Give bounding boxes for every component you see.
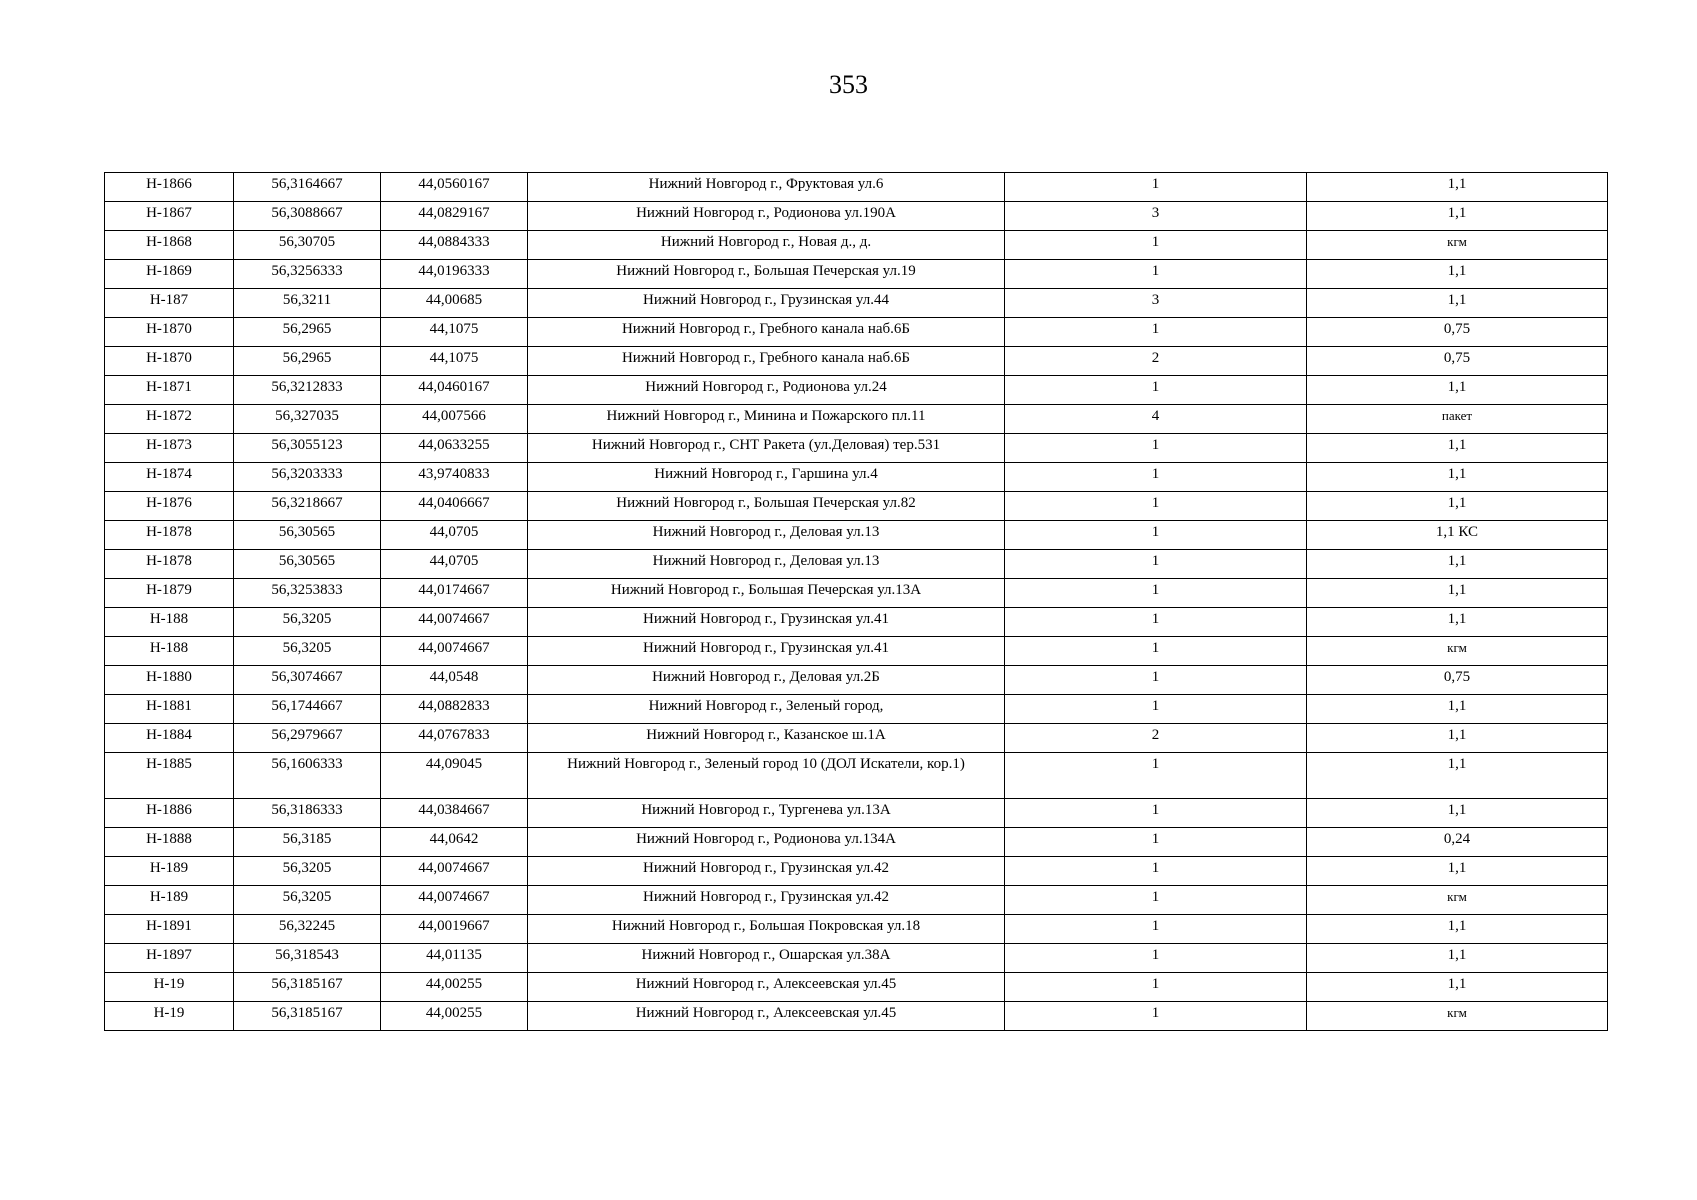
container-count-cell: 1 — [1005, 463, 1307, 492]
latitude-cell: 56,3205 — [234, 608, 381, 637]
longitude-cell: 44,0074667 — [381, 886, 528, 915]
container-count-cell: 2 — [1005, 724, 1307, 753]
container-count-cell: 1 — [1005, 260, 1307, 289]
container-count-cell: 1 — [1005, 637, 1307, 666]
container-volume-cell: 1,1 — [1307, 695, 1608, 724]
site-id-cell: Н-1872 — [105, 405, 234, 434]
container-volume-cell: 1,1 — [1307, 434, 1608, 463]
address-cell: Нижний Новгород г., Грузинская ул.41 — [528, 637, 1005, 666]
address-cell: Нижний Новгород г., Большая Покровская ул.18 — [528, 915, 1005, 944]
address-cell: Нижний Новгород г., Казанское ш.1А — [528, 724, 1005, 753]
container-volume-cell: 1,1 — [1307, 463, 1608, 492]
table-row — [105, 828, 1608, 857]
address-cell: Нижний Новгород г., Родионова ул.134А — [528, 828, 1005, 857]
container-volume-cell: 0,75 — [1307, 318, 1608, 347]
address-cell: Нижний Новгород г., Деловая ул.2Б — [528, 666, 1005, 695]
longitude-cell: 44,007566 — [381, 405, 528, 434]
container-count-cell: 1 — [1005, 753, 1307, 799]
latitude-cell: 56,3185167 — [234, 973, 381, 1002]
longitude-cell: 44,0829167 — [381, 202, 528, 231]
latitude-cell: 56,3088667 — [234, 202, 381, 231]
address-cell: Нижний Новгород г., Зеленый город 10 (ДОЛ Искатели, кор.1) — [528, 753, 1005, 799]
longitude-cell: 44,1075 — [381, 347, 528, 376]
container-count-cell: 1 — [1005, 799, 1307, 828]
container-volume-cell: 1,1 — [1307, 173, 1608, 202]
site-id-cell: Н-1870 — [105, 318, 234, 347]
site-id-cell: Н-19 — [105, 1002, 234, 1031]
longitude-cell: 44,0705 — [381, 521, 528, 550]
latitude-cell: 56,3164667 — [234, 173, 381, 202]
longitude-cell: 44,0633255 — [381, 434, 528, 463]
table-row — [105, 753, 1608, 799]
site-id-cell: Н-1871 — [105, 376, 234, 405]
latitude-cell: 56,3205 — [234, 857, 381, 886]
site-id-cell: Н-1873 — [105, 434, 234, 463]
address-cell: Нижний Новгород г., Минина и Пожарского пл.11 — [528, 405, 1005, 434]
table-row — [105, 944, 1608, 973]
container-count-cell: 3 — [1005, 202, 1307, 231]
site-id-cell: Н-1866 — [105, 173, 234, 202]
table-row — [105, 173, 1608, 202]
container-count-cell: 1 — [1005, 973, 1307, 1002]
latitude-cell: 56,3256333 — [234, 260, 381, 289]
container-count-cell: 1 — [1005, 1002, 1307, 1031]
container-volume-cell: кгм — [1307, 1002, 1608, 1031]
table-row — [105, 637, 1608, 666]
address-cell: Нижний Новгород г., Зеленый город, — [528, 695, 1005, 724]
address-cell: Нижний Новгород г., Большая Печерская ул.82 — [528, 492, 1005, 521]
address-cell: Нижний Новгород г., Грузинская ул.42 — [528, 857, 1005, 886]
container-volume-cell: 1,1 — [1307, 492, 1608, 521]
site-id-cell: Н-1876 — [105, 492, 234, 521]
container-count-cell: 1 — [1005, 886, 1307, 915]
table-row — [105, 886, 1608, 915]
container-count-cell: 4 — [1005, 405, 1307, 434]
container-count-cell: 1 — [1005, 608, 1307, 637]
site-id-cell: Н-1880 — [105, 666, 234, 695]
container-volume-cell: 0,24 — [1307, 828, 1608, 857]
table-row — [105, 608, 1608, 637]
address-cell: Нижний Новгород г., Новая д., д. — [528, 231, 1005, 260]
longitude-cell: 44,1075 — [381, 318, 528, 347]
table-row — [105, 550, 1608, 579]
site-id-cell: Н-1885 — [105, 753, 234, 799]
table-row — [105, 376, 1608, 405]
longitude-cell: 44,0882833 — [381, 695, 528, 724]
container-volume-cell: 1,1 — [1307, 202, 1608, 231]
address-cell: Нижний Новгород г., Гаршина ул.4 — [528, 463, 1005, 492]
longitude-cell: 44,0460167 — [381, 376, 528, 405]
container-sites-table — [104, 172, 1608, 1031]
address-cell: Нижний Новгород г., Грузинская ул.41 — [528, 608, 1005, 637]
container-count-cell: 1 — [1005, 173, 1307, 202]
table-row — [105, 724, 1608, 753]
latitude-cell: 56,2979667 — [234, 724, 381, 753]
address-cell: Нижний Новгород г., Большая Печерская ул.19 — [528, 260, 1005, 289]
container-volume-cell: 0,75 — [1307, 347, 1608, 376]
longitude-cell: 44,0019667 — [381, 915, 528, 944]
latitude-cell: 56,3218667 — [234, 492, 381, 521]
container-count-cell: 1 — [1005, 492, 1307, 521]
latitude-cell: 56,3055123 — [234, 434, 381, 463]
longitude-cell: 44,0074667 — [381, 608, 528, 637]
table-row — [105, 231, 1608, 260]
container-volume-cell: 1,1 — [1307, 289, 1608, 318]
table-row — [105, 799, 1608, 828]
table-row — [105, 463, 1608, 492]
table-body — [105, 173, 1608, 1031]
site-id-cell: Н-1878 — [105, 521, 234, 550]
site-id-cell: Н-188 — [105, 608, 234, 637]
longitude-cell: 44,0642 — [381, 828, 528, 857]
latitude-cell: 56,30565 — [234, 550, 381, 579]
container-volume-cell: 1,1 — [1307, 579, 1608, 608]
container-volume-cell: 1,1 — [1307, 260, 1608, 289]
longitude-cell: 44,01135 — [381, 944, 528, 973]
site-id-cell: Н-1869 — [105, 260, 234, 289]
container-count-cell: 1 — [1005, 579, 1307, 608]
longitude-cell: 44,0174667 — [381, 579, 528, 608]
site-id-cell: Н-1879 — [105, 579, 234, 608]
longitude-cell: 43,9740833 — [381, 463, 528, 492]
latitude-cell: 56,3212833 — [234, 376, 381, 405]
longitude-cell: 44,00255 — [381, 1002, 528, 1031]
container-count-cell: 1 — [1005, 944, 1307, 973]
site-id-cell: Н-1878 — [105, 550, 234, 579]
latitude-cell: 56,318543 — [234, 944, 381, 973]
container-volume-cell: 1,1 — [1307, 857, 1608, 886]
container-count-cell: 1 — [1005, 434, 1307, 463]
table-row — [105, 521, 1608, 550]
address-cell: Нижний Новгород г., Алексеевская ул.45 — [528, 973, 1005, 1002]
address-cell: Нижний Новгород г., Грузинская ул.44 — [528, 289, 1005, 318]
latitude-cell: 56,3253833 — [234, 579, 381, 608]
table-row — [105, 915, 1608, 944]
address-cell: Нижний Новгород г., Деловая ул.13 — [528, 521, 1005, 550]
site-id-cell: Н-1897 — [105, 944, 234, 973]
table-row — [105, 289, 1608, 318]
site-id-cell: Н-188 — [105, 637, 234, 666]
container-count-cell: 1 — [1005, 550, 1307, 579]
container-count-cell: 1 — [1005, 915, 1307, 944]
site-id-cell: Н-1884 — [105, 724, 234, 753]
table-row — [105, 202, 1608, 231]
longitude-cell: 44,00255 — [381, 973, 528, 1002]
longitude-cell: 44,0406667 — [381, 492, 528, 521]
address-cell: Нижний Новгород г., Алексеевская ул.45 — [528, 1002, 1005, 1031]
container-volume-cell: кгм — [1307, 231, 1608, 260]
table-row — [105, 973, 1608, 1002]
container-volume-cell: 0,75 — [1307, 666, 1608, 695]
latitude-cell: 56,3186333 — [234, 799, 381, 828]
container-volume-cell: 1,1 — [1307, 724, 1608, 753]
latitude-cell: 56,3185 — [234, 828, 381, 857]
container-count-cell: 1 — [1005, 828, 1307, 857]
container-volume-cell: 1,1 — [1307, 944, 1608, 973]
site-id-cell: Н-1881 — [105, 695, 234, 724]
container-count-cell: 1 — [1005, 376, 1307, 405]
table-row — [105, 579, 1608, 608]
site-id-cell: Н-19 — [105, 973, 234, 1002]
longitude-cell: 44,0196333 — [381, 260, 528, 289]
address-cell: Нижний Новгород г., Большая Печерская ул.13А — [528, 579, 1005, 608]
latitude-cell: 56,1606333 — [234, 753, 381, 799]
container-count-cell: 1 — [1005, 318, 1307, 347]
table-row — [105, 405, 1608, 434]
container-volume-cell: 1,1 — [1307, 799, 1608, 828]
container-volume-cell: 1,1 — [1307, 376, 1608, 405]
container-volume-cell: 1,1 — [1307, 550, 1608, 579]
longitude-cell: 44,0074667 — [381, 637, 528, 666]
site-id-cell: Н-1867 — [105, 202, 234, 231]
latitude-cell: 56,32245 — [234, 915, 381, 944]
container-volume-cell: 1,1 — [1307, 973, 1608, 1002]
latitude-cell: 56,3185167 — [234, 1002, 381, 1031]
table-row — [105, 318, 1608, 347]
container-volume-cell: кгм — [1307, 637, 1608, 666]
latitude-cell: 56,2965 — [234, 347, 381, 376]
table-row — [105, 1002, 1608, 1031]
container-count-cell: 2 — [1005, 347, 1307, 376]
address-cell: Нижний Новгород г., Деловая ул.13 — [528, 550, 1005, 579]
container-volume-cell: 1,1 — [1307, 608, 1608, 637]
longitude-cell: 44,0384667 — [381, 799, 528, 828]
page-number: 353 — [829, 70, 868, 99]
container-count-cell: 1 — [1005, 521, 1307, 550]
latitude-cell: 56,3211 — [234, 289, 381, 318]
latitude-cell: 56,30705 — [234, 231, 381, 260]
latitude-cell: 56,2965 — [234, 318, 381, 347]
longitude-cell: 44,00685 — [381, 289, 528, 318]
latitude-cell: 56,327035 — [234, 405, 381, 434]
site-id-cell: Н-1874 — [105, 463, 234, 492]
container-volume-cell: 1,1 — [1307, 915, 1608, 944]
site-id-cell: Н-1888 — [105, 828, 234, 857]
container-count-cell: 1 — [1005, 231, 1307, 260]
table-row — [105, 434, 1608, 463]
address-cell: Нижний Новгород г., Ошарская ул.38А — [528, 944, 1005, 973]
container-count-cell: 3 — [1005, 289, 1307, 318]
address-cell: Нижний Новгород г., СНТ Ракета (ул.Деловая) тер.531 — [528, 434, 1005, 463]
container-volume-cell: 1,1 — [1307, 753, 1608, 799]
latitude-cell: 56,3205 — [234, 886, 381, 915]
latitude-cell: 56,3203333 — [234, 463, 381, 492]
latitude-cell: 56,3205 — [234, 637, 381, 666]
container-volume-cell: 1,1 КС — [1307, 521, 1608, 550]
longitude-cell: 44,0560167 — [381, 173, 528, 202]
container-volume-cell: пакет — [1307, 405, 1608, 434]
latitude-cell: 56,1744667 — [234, 695, 381, 724]
address-cell: Нижний Новгород г., Фруктовая ул.6 — [528, 173, 1005, 202]
table-row — [105, 260, 1608, 289]
address-cell: Нижний Новгород г., Родионова ул.190А — [528, 202, 1005, 231]
container-count-cell: 1 — [1005, 666, 1307, 695]
table-row — [105, 347, 1608, 376]
longitude-cell: 44,0548 — [381, 666, 528, 695]
table-row — [105, 695, 1608, 724]
site-id-cell: Н-1870 — [105, 347, 234, 376]
latitude-cell: 56,30565 — [234, 521, 381, 550]
site-id-cell: Н-189 — [105, 886, 234, 915]
site-id-cell: Н-1886 — [105, 799, 234, 828]
site-id-cell: Н-1868 — [105, 231, 234, 260]
longitude-cell: 44,09045 — [381, 753, 528, 799]
table-row — [105, 666, 1608, 695]
longitude-cell: 44,0705 — [381, 550, 528, 579]
address-cell: Нижний Новгород г., Грузинская ул.42 — [528, 886, 1005, 915]
address-cell: Нижний Новгород г., Гребного канала наб.6Б — [528, 347, 1005, 376]
site-id-cell: Н-187 — [105, 289, 234, 318]
latitude-cell: 56,3074667 — [234, 666, 381, 695]
longitude-cell: 44,0884333 — [381, 231, 528, 260]
longitude-cell: 44,0074667 — [381, 857, 528, 886]
site-id-cell: Н-189 — [105, 857, 234, 886]
address-cell: Нижний Новгород г., Тургенева ул.13А — [528, 799, 1005, 828]
table-row — [105, 857, 1608, 886]
address-cell: Нижний Новгород г., Родионова ул.24 — [528, 376, 1005, 405]
table-row — [105, 492, 1608, 521]
container-count-cell: 1 — [1005, 695, 1307, 724]
longitude-cell: 44,0767833 — [381, 724, 528, 753]
container-volume-cell: кгм — [1307, 886, 1608, 915]
site-id-cell: Н-1891 — [105, 915, 234, 944]
container-count-cell: 1 — [1005, 857, 1307, 886]
address-cell: Нижний Новгород г., Гребного канала наб.6Б — [528, 318, 1005, 347]
